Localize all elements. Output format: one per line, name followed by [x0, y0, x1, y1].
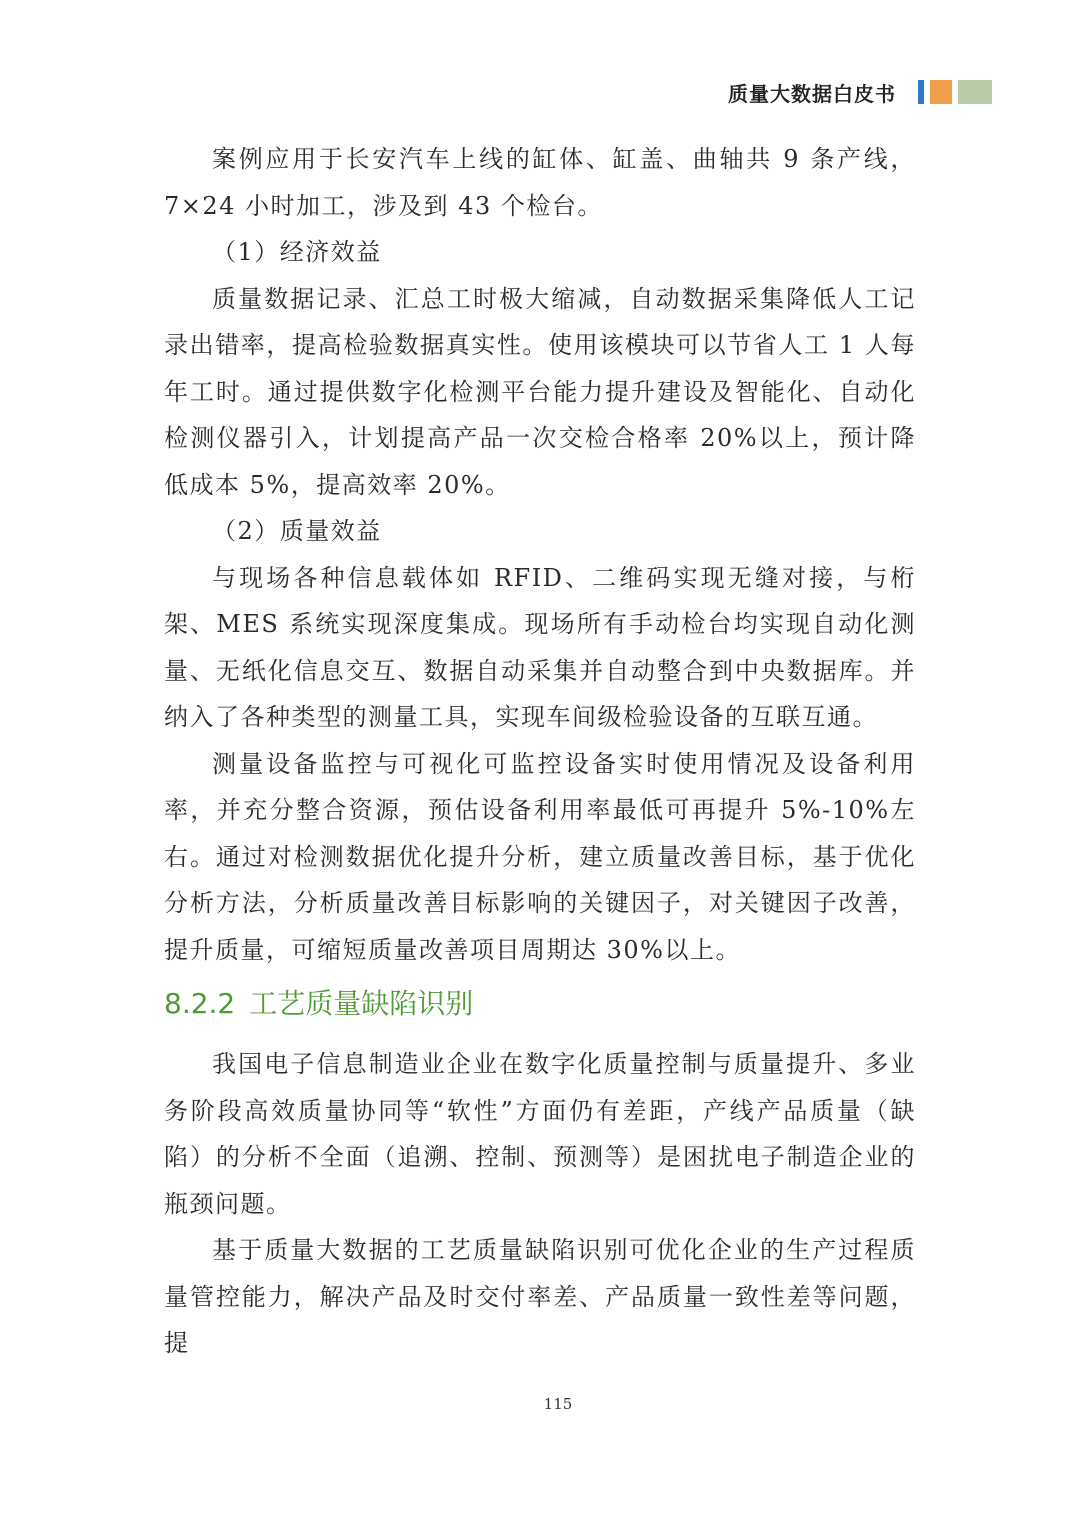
paragraph-economic-benefit: 质量数据记录、汇总工时极大缩减，自动数据采集降低人工记录出错率，提高检验数据真实性。使用该模块可以节省人工 1 人每年工时。通过提供数字化检测平台能力提升建设及智能化、自动化检测仪器引入，计划提高产品一次交检合格率 20%以上，预计降低成本 5%，提高效率 20%。 [164, 284, 916, 499]
paragraph-quality-benefit-2: 测量设备监控与可视化可监控设备实时使用情况及设备利用率，并充分整合资源，预估设备利用率最低可再提升 5%-10%左右。通过对检测数据优化提升分析，建立质量改善目标，基于优化分析方法，分析质量改善目标影响的关键因子，对关键因子改善，提升质量，可缩短质量改善项目周期达 30%以上。 [164, 749, 916, 964]
subheading-economic-benefit: （1）经济效益 [212, 238, 382, 266]
section-number: 8.2.2 [164, 987, 236, 1020]
section-heading [164, 979, 916, 1029]
paragraph-quality-benefit-1: 与现场各种信息载体如 RFID、二维码实现无缝对接，与桁架、MES 系统实现深度集成。现场所有手动检台均实现自动化测量、无纸化信息交互、数据自动采集并自动整合到中央数据库。并纳入了各种类型的测量工具，实现车间级检验设备的互联互通。 [164, 563, 916, 731]
header-title: 质量大数据白皮书 [728, 81, 896, 106]
paragraph-defect-identification: 基于质量大数据的工艺质量缺陷识别可优化企业的生产过程质量管控能力，解决产品及时交付率差、产品质量一致性差等问题，提 [164, 1236, 916, 1357]
subheading-quality-benefit: （2）质量效益 [212, 517, 382, 545]
paragraph-industry-gap: 我国电子信息制造业企业在数字化质量控制与质量提升、多业务阶段高效质量协同等“软性”方面仍有差距，产线产品质量（缺陷）的分析不全面（追溯、控制、预测等）是困扰电子制造企业的瓶颈问题。 [164, 1050, 916, 1218]
page-content [164, 136, 916, 1367]
section-title-text: 工艺质量缺陷识别 [249, 987, 474, 1020]
page-header [728, 74, 992, 110]
header-color-bar-green [958, 80, 992, 104]
paragraph-case-intro: 案例应用于长安汽车上线的缸体、缸盖、曲轴共 9 条产线，7×24 小时加工，涉及到 43 个检台。 [164, 145, 916, 220]
header-color-bar-blue [918, 80, 924, 104]
page-number: 115 [543, 1395, 573, 1413]
header-color-bar-orange [930, 80, 952, 104]
